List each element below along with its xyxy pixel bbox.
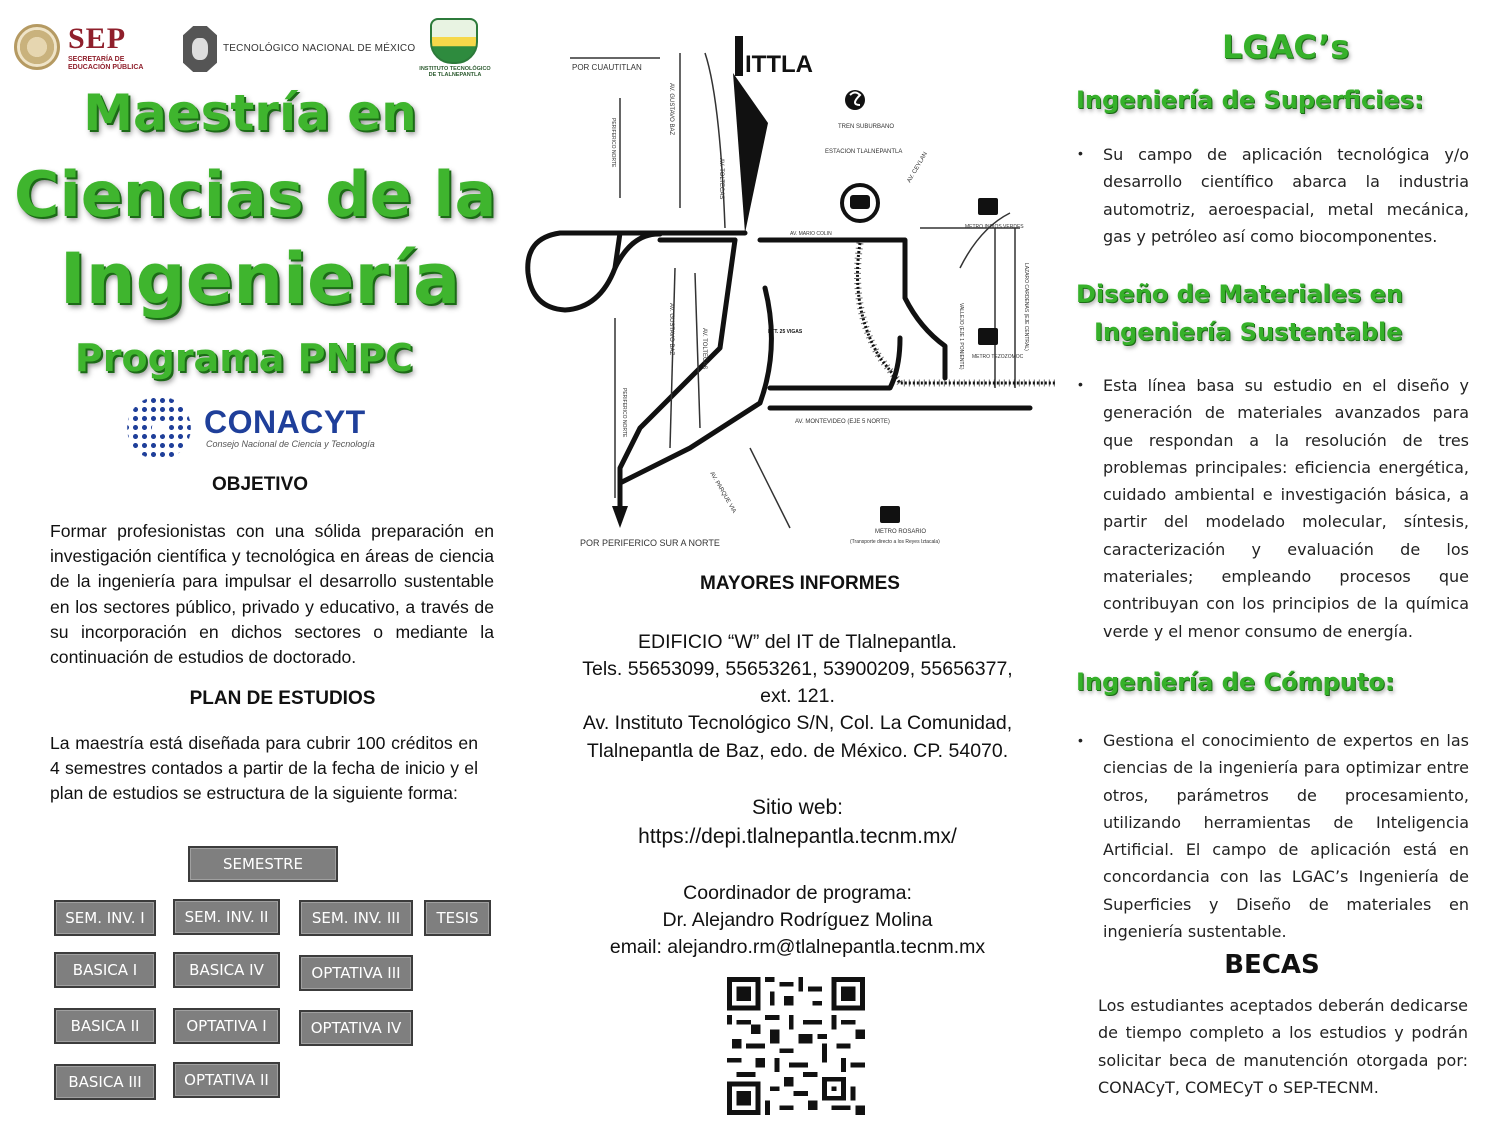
lgac-1-title: Ingeniería de Superficies: [1076, 86, 1424, 114]
plan-box: BASICA II [54, 1008, 156, 1044]
plan-box: TESIS [424, 900, 491, 936]
plan-semestre-header: SEMESTRE [188, 846, 338, 882]
informes-address-3: Tlalnepantla de Baz, edo. de México. CP. 54070. [586, 740, 1009, 762]
plan-box: BASICA IV [173, 952, 280, 988]
itt-shield-icon [430, 18, 478, 64]
qr-code-icon[interactable] [727, 977, 865, 1115]
title-line-2: Ciencias de la [14, 158, 497, 231]
web-label: Sitio web: [751, 796, 844, 819]
becas-heading: BECAS [1224, 950, 1320, 980]
map-label-tren: TREN SUBURBANO [838, 124, 895, 130]
becas-text: Los estudiantes aceptados deberán dedicarse de tiempo completo a los estudios y podrán solicitar beca de manutención otorgada por: CONACyT, COMECyT o SEP-TECNM. [1098, 996, 1468, 1097]
map-label-ittla: ITTLA [745, 51, 813, 78]
lgac-3-title: Ingeniería de Cómputo: [1076, 668, 1395, 696]
plan-box: SEM. INV. II [173, 899, 280, 935]
title-line-4: Programa PNPC [74, 336, 414, 380]
coordinator-email[interactable]: email: alejandro.rm@tlalnepantla.tecnm.mx [609, 936, 986, 958]
plan-box: OPTATIVA III [299, 955, 413, 991]
itt-name: INSTITUTO TECNOLÓGICO DE TLALNEPANTLA [419, 66, 491, 78]
bullet-icon: • [1078, 145, 1083, 161]
bullet-icon: • [1078, 376, 1083, 392]
map-label-gustavo-baz-2: AV. GUSTAVO BAZ [668, 303, 674, 356]
map-label-cuautitlan: POR CUAUTITLAN [572, 63, 642, 72]
tecnm-name: TECNOLÓGICO NACIONAL DE MÉXICO [223, 43, 416, 54]
informes-address-2: Av. Instituto Tecnológico S/N, Col. La Comunidad, [582, 712, 1013, 734]
location-map [520, 28, 1055, 568]
map-label-metro-indios: METRO INDIOS VERDES [965, 224, 1024, 230]
lgac-2-text: Esta línea basa su estudio en el diseño y generación de materiales avanzados para que respondan a la resolución de tres problemas principales: eficiencia energética, cuidado ambiental e investigación básica, a partir del modelado molecular, síntesis, caracterización y evaluación de los materiales; empleando procesos que contribuyan con los principios de la química verde y el menor consumo de energía. [1103, 376, 1469, 641]
map-label-ptt: PTT. 25 VIGAS [768, 329, 803, 335]
conacyt-dots-icon [122, 396, 196, 460]
map-label-metro-rosario: METRO ROSARIO [875, 529, 927, 535]
title-line-3: Ingeniería [59, 238, 461, 320]
plan-box: OPTATIVA I [173, 1008, 280, 1044]
plan-box: OPTATIVA IV [299, 1010, 413, 1046]
sep-subtitle: SECRETARÍA DE EDUCACIÓN PÚBLICA [68, 56, 144, 71]
mexico-seal-icon [14, 24, 60, 70]
plan-box: OPTATIVA II [173, 1062, 280, 1098]
map-label-toltecas-2: AV. TOLTECAS [701, 328, 707, 370]
map-label-ceylan: AV. CEYLAN [906, 151, 929, 184]
lgac-2-title: Diseño de Materiales en [1076, 280, 1404, 308]
map-label-mario-colin: AV. MARIO COLIN [790, 231, 832, 237]
map-label-rosario-note: (Transporte directo a los Reyes Iztacala) [850, 539, 940, 545]
plan-box: BASICA III [54, 1064, 156, 1100]
map-label-montevideo: AV. MONTEVIDEO (EJE 5 NORTE) [795, 419, 890, 425]
map-label-toltecas: AV. TOLTECAS [718, 158, 724, 200]
lgac-2-title-2: Ingeniería Sustentable [1094, 318, 1403, 346]
informes-tels: Tels. 55653099, 55653261, 53900209, 55656377, [582, 658, 1013, 680]
title-line-1: Maestría en [83, 84, 417, 142]
objetivo-heading: OBJETIVO [211, 474, 309, 495]
tecnm-gear-icon [183, 26, 217, 72]
sep-name: SEP [68, 22, 127, 55]
bullet-icon: • [1078, 732, 1083, 748]
map-label-gustavo-baz: AV. GUSTAVO BAZ [668, 83, 674, 136]
map-label-periferico-norte-2: PERIFERICO NORTE [621, 388, 627, 438]
web-url[interactable]: https://depi.tlalnepantla.tecnm.mx/ [638, 825, 957, 848]
map-label-metro-tezozomoc: METRO TEZOZOMOC [972, 354, 1024, 360]
map-label-parque-via: AV. PARQUE VIA [708, 471, 737, 515]
coordinator-label: Coordinador de programa: [683, 882, 912, 904]
map-label-lazaro: LAZARO CARDENAS (EJE CENTRAL) [1023, 263, 1029, 351]
map-label-periferico-norte: PERIFERICO NORTE [610, 118, 616, 168]
plan-heading: PLAN DE ESTUDIOS [189, 688, 376, 709]
conacyt-logo [122, 396, 382, 462]
lgac-3-text: Gestiona el conocimiento de expertos en las ciencias de la ingeniería para optimizar entre otros, parámetros de procesamiento, utilizando herramientas de Inteligencia Artificial. El campo de aplicación está en concordancia con las LGAC’s Ingeniería de Superficies y Diseño de materiales en ingeniería sustentable. [1103, 731, 1469, 942]
conacyt-subtitle: Consejo Nacional de Ciencia y Tecnología [206, 439, 375, 449]
coordinator-name: Dr. Alejandro Rodríguez Molina [662, 909, 933, 931]
plan-box: SEM. INV. III [299, 900, 413, 936]
itt-logo [418, 18, 492, 80]
lgac-1-text: Su campo de aplicación tecnológica y/o desarrollo científico abarca la industria automotriz, aeroespacial, metal mecánica, gas y petróleo así como biocomponentes. [1103, 145, 1469, 246]
informes-ext: ext. 121. [760, 685, 835, 707]
tecnm-logo [183, 26, 416, 74]
sep-logo [14, 22, 164, 72]
objetivo-text: Formar profesionistas con una sólida preparación en investigación científica y tecnológica en áreas de ciencia de la ingeniería para impulsar el desarrollo sustentable en los sectores público, privado y educativo, a través de su incorporación en dichos sectores o mediante la continuación de estudios de doctorado. [50, 521, 494, 668]
informes-heading: MAYORES INFORMES [700, 573, 900, 594]
conacyt-name: CONACYT [204, 404, 366, 440]
map-label-vallejo: VALLEJO (EJE 1 PONIENTE) [958, 303, 964, 370]
lgac-heading: LGAC’s [1222, 28, 1350, 66]
map-label-estacion: ESTACION TLALNEPANTLA [825, 149, 903, 155]
plan-text: La maestría está diseñada para cubrir 100 créditos en 4 semestres contados a partir de la fecha de inicio y el plan de estudios se estructura de la siguiente forma: [50, 733, 478, 804]
map-label-periferico: POR PERIFERICO SUR A NORTE [580, 538, 720, 548]
plan-box: BASICA I [54, 952, 156, 988]
informes-address-1: EDIFICIO “W” del IT de Tlalnepantla. [638, 631, 957, 653]
plan-box: SEM. INV. I [54, 900, 156, 936]
